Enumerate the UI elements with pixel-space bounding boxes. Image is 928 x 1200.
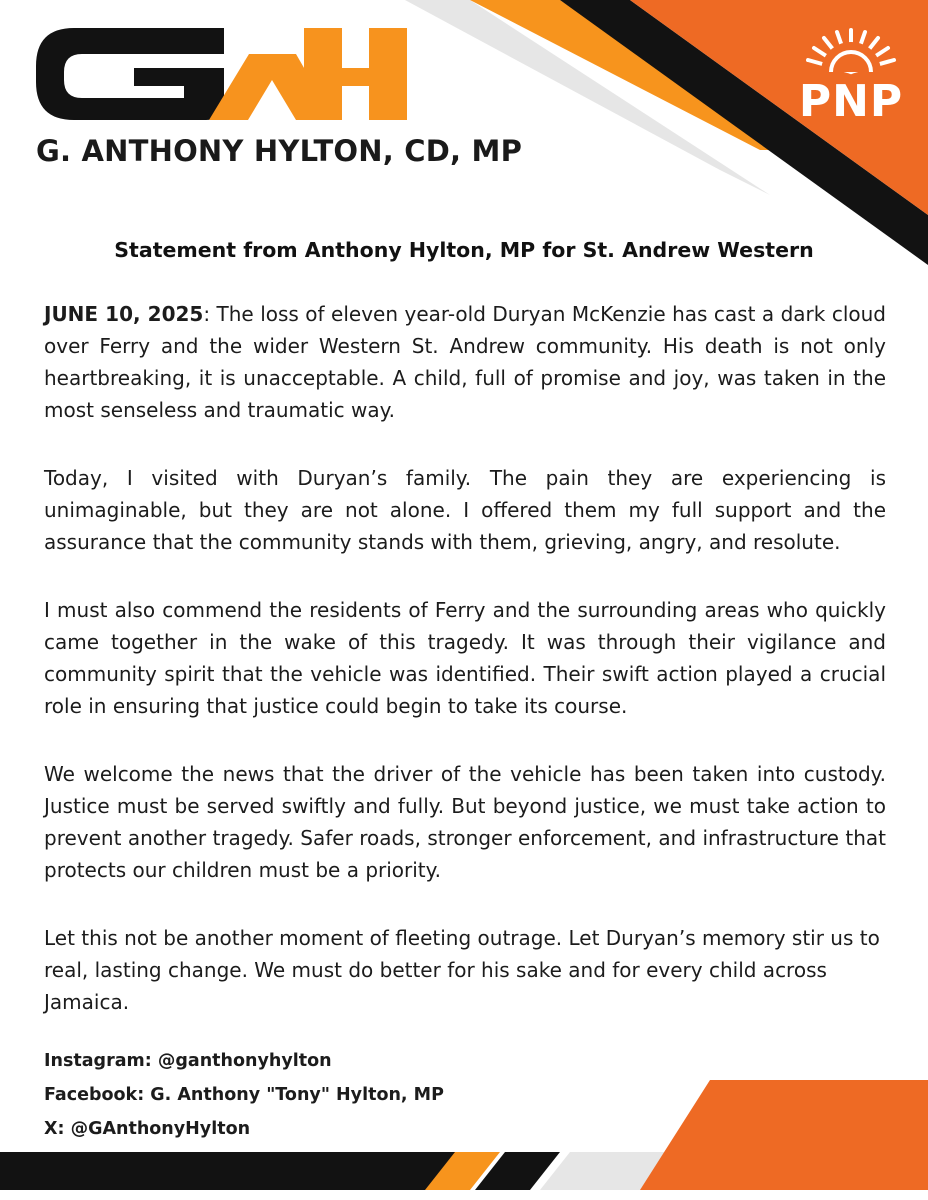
pnp-logo-text: PNP — [798, 76, 904, 127]
statement-paragraph-4: We welcome the news that the driver of the vehicle has been taken into custody. Justice must be served swiftly and fully. But beyond justice, we must take action to prevent another tragedy. Safer roads, stronger enforcement, and infrastructure that protects our children must be a priority. — [44, 762, 886, 882]
gah-logo — [34, 24, 414, 124]
footer-orange-block — [640, 1080, 928, 1190]
x-handle: X: @GAnthonyHylton — [44, 1119, 251, 1139]
statement-paragraph-3: I must also commend the residents of Ferry and the surrounding areas who quickly came together in the wake of this tragedy. It was through their vigilance and community spirit that the vehicle was identified. Their swift action played a crucial role in ensuring that justice could begin to take its course. — [44, 598, 886, 718]
mp-name-heading: G. ANTHONY HYLTON, CD, MP — [36, 134, 523, 168]
logo-letter-g — [36, 28, 224, 120]
statement-body — [44, 298, 886, 1054]
paragraph-1-text: : The loss of eleven year-old Duryan McKenzie has cast a dark cloud over Ferry and the wider Western St. Andrew community. His death is not only heartbreaking, it is unacceptable. A child, full of promise and joy, was taken in the most senseless and traumatic way. — [44, 302, 886, 422]
statement-paragraph-2: Today, I visited with Duryan’s family. The pain they are experiencing is unimaginable, but they are not alone. I offered them my full support and the assurance that the community stands with them, grieving, angry, and resolute. — [44, 466, 886, 554]
statement-paragraph-5: Let this not be another moment of fleeting outrage. Let Duryan’s memory stir us to real, lasting change. We must do better for his sake and for every child across Jamaica. — [44, 926, 880, 1014]
footer-black-bar — [0, 1152, 470, 1190]
statement-paragraph-1 — [44, 298, 886, 426]
footer-graphic — [0, 1080, 928, 1200]
logo-letter-h-bar — [334, 68, 378, 86]
facebook-handle: Facebook: G. Anthony "Tony" Hylton, MP — [44, 1085, 444, 1105]
instagram-handle: Instagram: @ganthonyhylton — [44, 1051, 332, 1071]
statement-title: Statement from Anthony Hylton, MP for St. Andrew Western — [114, 238, 814, 262]
statement-date: JUNE 10, 2025 — [44, 302, 204, 326]
